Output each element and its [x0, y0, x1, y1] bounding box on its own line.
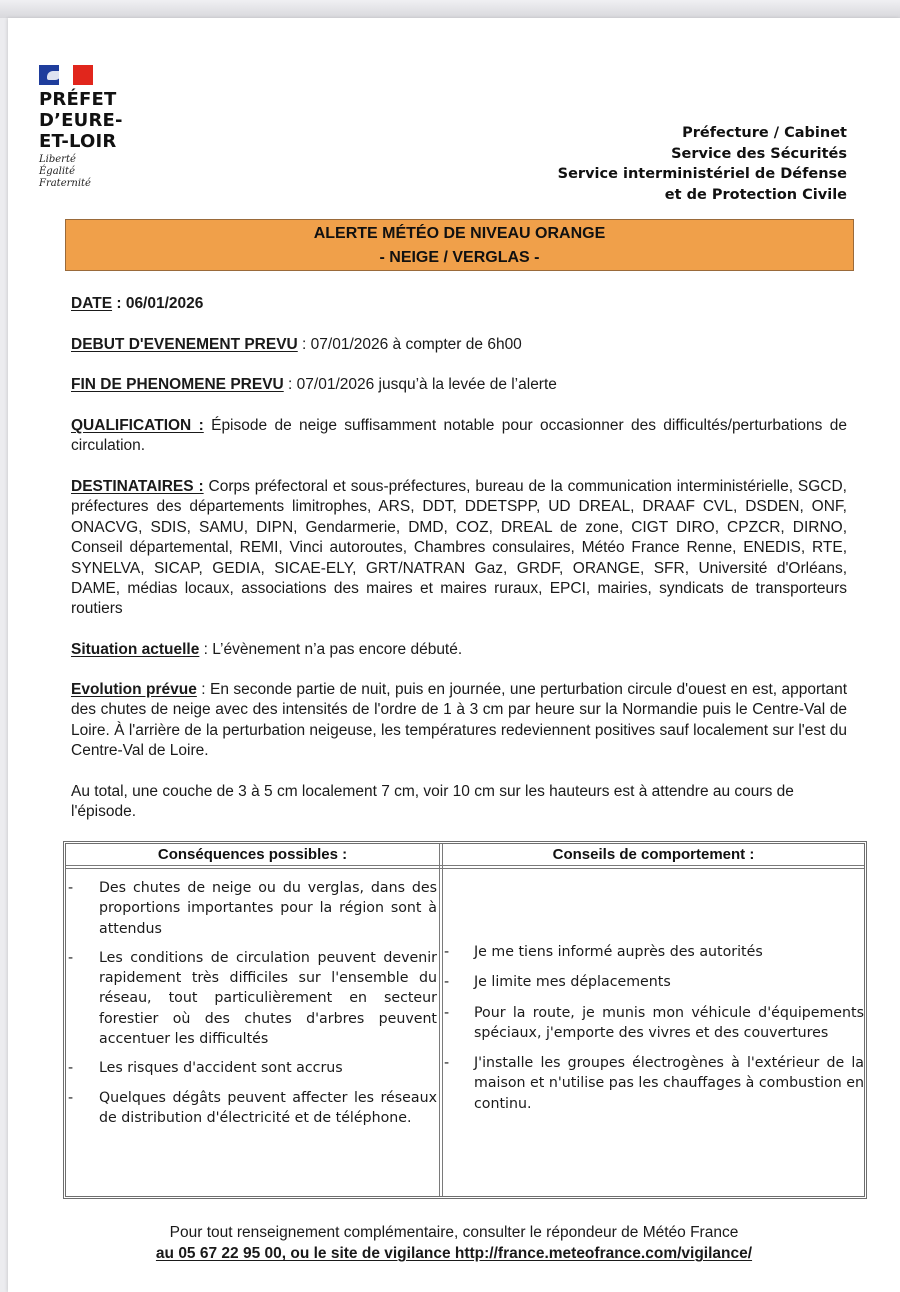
fin-value: : 07/01/2026 jusqu’à la levée de l’alerte [283, 376, 557, 393]
destinataires-field [71, 477, 847, 620]
consequences-list [68, 878, 437, 1137]
evolution-label: Evolution prévue [71, 681, 197, 698]
consequence-item: - Des chutes de neige ou du verglas, dans des proportions importantes pour la région sont à attendus [68, 880, 437, 937]
header-divider [66, 865, 864, 869]
prefecture-logo [39, 65, 123, 190]
conseil-item: - Je me tiens informé auprès des autorités [444, 944, 763, 960]
consequence-item: - Les risques d'accident sont accrus [68, 1060, 343, 1077]
destinataires-value: Corps préfectoral et sous-préfectures, bureau de la communication interministérielle, SGCD, préfectures des départements limitrophes, ARS, DDT, DDETSPP, UD DREAL, DRAAF CVL, DSDEN, ONF, ONACVG, SDIS, SAMU, DIPN, Gendarmerie, DMD, COZ, DREAL de zone, CIGT DIRO, CPZCR, DIRNO, Conseil départemental, REMI, Vinci autoroutes, Chambres consulaires, Météo France Renne, ENEDIS, RTE, SYNELVA, SICAP, GEDIA, SICAE-ELY, GRT/NATRAN Gaz, GRDF, ORANGE, SFR, Université d'Orléans, DAME, médias locaux, associations des maires et maires ruraux, EPCI, mairies, syndicats de transporteurs routiers [71, 478, 847, 618]
consequence-item: - Les conditions de circulation peuvent devenir rapidement très difficiles sur l'ensemble du réseau, tout particulièrement en secteur forestier où des chutes d'arbres peuvent accentuer les difficultés [68, 949, 437, 1048]
column-divider [439, 844, 443, 1196]
consequence-item: - Quelques dégâts peuvent affecter les réseaux de distribution d'électricité et de téléphone. [68, 1089, 437, 1126]
date-label: DATE [71, 295, 113, 312]
conseil-item: - Je limite mes déplacements [444, 974, 671, 991]
total-snow-text: Au total, une couche de 3 à 5 cm localement 7 cm, voir 10 cm sur les hauteurs est à attendre au cours de l'épisode. [71, 783, 794, 821]
marianne-flag-icon [39, 65, 93, 85]
situation-label: Situation actuelle [71, 641, 200, 658]
conseil-item: - J'installe les groupes électrogènes à l'extérieur de la maison et n'utilise pas les chauffages à combustion en continu. [444, 1055, 864, 1112]
prefect-title: PRÉFET D’EURE- ET-LOIR [39, 89, 123, 152]
document-page [8, 18, 900, 1292]
qualification-label: QUALIFICATION : [71, 417, 204, 434]
date-field [71, 294, 846, 314]
alert-subtitle: - NEIGE / VERGLAS - [379, 249, 540, 266]
footer-vigilance-link[interactable]: au 05 67 22 95 00, ou le site de vigilance http://france.meteofrance.com/vigilance/ [155, 1245, 753, 1262]
footer-line-1: Pour tout renseignement complémentaire, consulter le répondeur de Météo France [169, 1224, 739, 1241]
republic-motto: Liberté Égalité Fraternité [39, 154, 91, 189]
date-value: : 06/01/2026 [112, 295, 204, 312]
evolution-field [71, 680, 847, 762]
fin-label: FIN DE PHENOMENE PREVU [71, 376, 284, 393]
footer-info [8, 1222, 900, 1264]
advice-table [63, 841, 867, 1199]
alert-title: ALERTE MÉTÉO DE NIVEAU ORANGE [313, 225, 606, 242]
conseils-list [444, 942, 864, 1124]
debut-label: DEBUT D'EVENEMENT PREVU [71, 336, 298, 353]
header-consequences: Conséquences possibles : [157, 846, 348, 863]
evolution-value: : En seconde partie de nuit, puis en journée, une perturbation circule d'ouest en est, apportant des chutes de neige avec des intensités de l'ordre de 1 à 3 cm par heure sur la Normandie puis le Centre-Val de Loire. À l'arrière de la perturbation neigeuse, les températures redeviennent positives sauf localement sur l'est du Centre-Val de Loire. [71, 681, 847, 760]
issuing-service: Préfecture / Cabinet Service des Sécurités Service interministériel de Défense et de Protection Civile [557, 125, 847, 203]
qualification-field [71, 416, 847, 457]
qualification-value: Épisode de neige suffisamment notable pour occasionner des difficultés/perturbations de circulation. [71, 417, 847, 455]
situation-field [71, 640, 846, 660]
alert-banner [65, 219, 854, 271]
debut-field [71, 335, 846, 355]
viewer-top-bar [0, 0, 900, 18]
debut-value: : 07/01/2026 à compter de 6h00 [297, 336, 522, 353]
header-conseils: Conseils de comportement : [552, 846, 755, 863]
destinataires-label: DESTINATAIRES : [71, 478, 204, 495]
conseil-item: - Pour la route, je munis mon véhicule d'équipements spéciaux, j'emporte des vivres et des couvertures [444, 1004, 864, 1041]
fin-field [71, 375, 846, 395]
situation-value: : L’évènement n’a pas encore débuté. [199, 641, 463, 658]
